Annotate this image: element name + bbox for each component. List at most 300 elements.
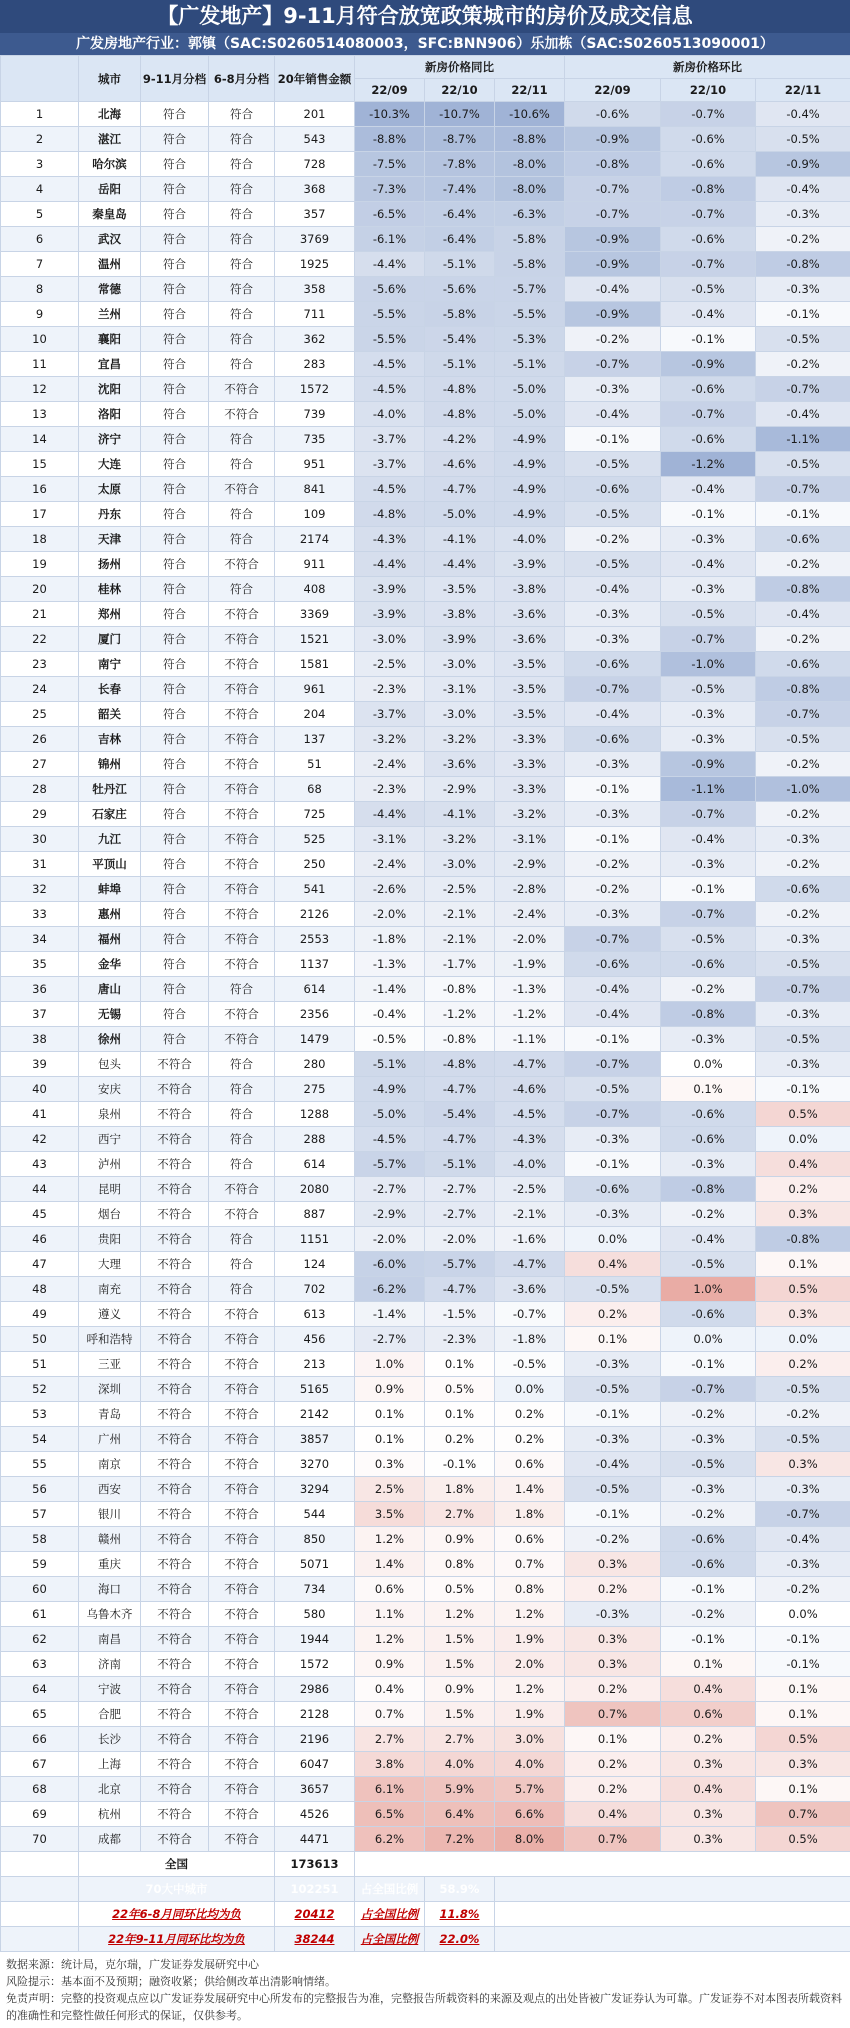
row-mom-2: -0.2% — [756, 1402, 850, 1427]
row-sales: 1479 — [275, 1027, 355, 1052]
row-mom-0: -0.5% — [565, 552, 661, 577]
row-mom-0: -0.9% — [565, 252, 661, 277]
row-mom-1: -0.6% — [661, 227, 756, 252]
row-mom-2: -0.2% — [756, 352, 850, 377]
row-q911: 符合 — [141, 927, 209, 952]
table-row — [1, 1577, 850, 1602]
row-mom-0: -0.6% — [565, 952, 661, 977]
row-yoy-0: -3.7% — [355, 702, 425, 727]
row-q68: 不符合 — [209, 852, 275, 877]
row-mom-0: -0.4% — [565, 702, 661, 727]
row-mom-1: -0.4% — [661, 302, 756, 327]
table-row — [1, 652, 850, 677]
row-q68: 不符合 — [209, 1352, 275, 1377]
row-mom-0: -0.3% — [565, 802, 661, 827]
row-q68: 不符合 — [209, 1427, 275, 1452]
row-q911: 符合 — [141, 527, 209, 552]
row-yoy-2: -2.9% — [495, 852, 565, 877]
row-yoy-0: -1.8% — [355, 927, 425, 952]
row-yoy-0: -6.2% — [355, 1277, 425, 1302]
summary-sep-nov-value: 38244 — [294, 1932, 334, 1946]
summary-70cities-label: 70大中城市 — [79, 1877, 275, 1902]
row-index: 50 — [1, 1327, 79, 1352]
table-row — [1, 1427, 850, 1452]
row-yoy-2: -2.4% — [495, 902, 565, 927]
row-index: 8 — [1, 277, 79, 302]
row-q68: 不符合 — [209, 902, 275, 927]
row-mom-2: -0.4% — [756, 602, 850, 627]
row-yoy-2: 0.0% — [495, 1377, 565, 1402]
row-mom-1: -0.9% — [661, 352, 756, 377]
row-index: 53 — [1, 1402, 79, 1427]
row-index: 64 — [1, 1677, 79, 1702]
row-mom-0: 0.1% — [565, 1727, 661, 1752]
row-yoy-2: -5.0% — [495, 377, 565, 402]
row-yoy-1: -3.9% — [425, 627, 495, 652]
row-yoy-1: -4.7% — [425, 477, 495, 502]
row-q68: 不符合 — [209, 402, 275, 427]
row-yoy-0: 0.3% — [355, 1452, 425, 1477]
row-city: 襄阳 — [79, 327, 141, 352]
row-yoy-1: -5.0% — [425, 502, 495, 527]
row-q911: 符合 — [141, 852, 209, 877]
row-yoy-0: 2.7% — [355, 1727, 425, 1752]
row-mom-0: -0.2% — [565, 1527, 661, 1552]
row-q68: 不符合 — [209, 602, 275, 627]
row-sales: 1572 — [275, 377, 355, 402]
row-yoy-1: -0.8% — [425, 1027, 495, 1052]
row-mom-1: -0.5% — [661, 602, 756, 627]
row-index: 36 — [1, 977, 79, 1002]
row-yoy-0: -6.1% — [355, 227, 425, 252]
row-q68: 符合 — [209, 1152, 275, 1177]
table-row — [1, 1602, 850, 1627]
row-mom-2: -0.7% — [756, 702, 850, 727]
row-mom-1: -1.2% — [661, 452, 756, 477]
row-mom-0: -0.1% — [565, 1152, 661, 1177]
row-mom-1: -0.5% — [661, 277, 756, 302]
row-q68: 不符合 — [209, 477, 275, 502]
row-mom-0: 0.2% — [565, 1752, 661, 1777]
row-q911: 不符合 — [141, 1802, 209, 1827]
row-yoy-0: -10.3% — [355, 102, 425, 127]
row-mom-1: 0.2% — [661, 1727, 756, 1752]
row-mom-0: -0.5% — [565, 1477, 661, 1502]
row-yoy-0: -1.4% — [355, 1302, 425, 1327]
row-mom-0: -0.3% — [565, 902, 661, 927]
row-q911: 符合 — [141, 402, 209, 427]
row-q911: 符合 — [141, 727, 209, 752]
row-mom-2: -0.7% — [756, 477, 850, 502]
row-sales: 2553 — [275, 927, 355, 952]
row-city: 长春 — [79, 677, 141, 702]
row-mom-1: -0.6% — [661, 127, 756, 152]
row-yoy-1: -5.4% — [425, 327, 495, 352]
header-mom-group: 新房价格环比 — [565, 56, 850, 79]
header-mom-sep: 22/09 — [565, 79, 661, 102]
header-yoy-oct: 22/10 — [425, 79, 495, 102]
row-yoy-0: 6.2% — [355, 1827, 425, 1852]
row-index: 2 — [1, 127, 79, 152]
row-mom-2: -0.7% — [756, 1502, 850, 1527]
row-index: 49 — [1, 1302, 79, 1327]
row-mom-2: -0.2% — [756, 227, 850, 252]
row-mom-1: -0.7% — [661, 102, 756, 127]
row-mom-1: 0.0% — [661, 1327, 756, 1352]
row-mom-2: -0.6% — [756, 877, 850, 902]
row-q911: 不符合 — [141, 1252, 209, 1277]
row-mom-2: -0.2% — [756, 1577, 850, 1602]
row-mom-2: -0.1% — [756, 502, 850, 527]
row-yoy-1: -4.7% — [425, 1127, 495, 1152]
row-index: 12 — [1, 377, 79, 402]
row-yoy-2: 0.6% — [495, 1452, 565, 1477]
row-mom-0: -0.3% — [565, 1202, 661, 1227]
row-yoy-2: -0.5% — [495, 1352, 565, 1377]
row-q911: 符合 — [141, 602, 209, 627]
row-yoy-1: 0.1% — [425, 1352, 495, 1377]
row-sales: 2128 — [275, 1702, 355, 1727]
row-mom-2: 0.1% — [756, 1702, 850, 1727]
row-yoy-0: -1.4% — [355, 977, 425, 1002]
row-mom-2: 0.5% — [756, 1277, 850, 1302]
row-yoy-2: -4.5% — [495, 1102, 565, 1127]
summary-section — [1, 1852, 850, 1952]
row-mom-2: -0.8% — [756, 577, 850, 602]
row-yoy-0: -4.5% — [355, 477, 425, 502]
row-yoy-1: -2.7% — [425, 1177, 495, 1202]
row-q68: 不符合 — [209, 1802, 275, 1827]
row-mom-0: -0.4% — [565, 1002, 661, 1027]
row-q68: 不符合 — [209, 1527, 275, 1552]
row-q68: 不符合 — [209, 1702, 275, 1727]
table-row — [1, 677, 850, 702]
row-mom-2: 0.4% — [756, 1152, 850, 1177]
row-mom-2: -0.6% — [756, 527, 850, 552]
row-yoy-2: -8.8% — [495, 127, 565, 152]
row-yoy-0: -4.5% — [355, 1127, 425, 1152]
row-q68: 符合 — [209, 302, 275, 327]
row-mom-1: -0.6% — [661, 1127, 756, 1152]
row-mom-2: 0.3% — [756, 1452, 850, 1477]
table-row — [1, 927, 850, 952]
row-mom-1: -0.8% — [661, 1177, 756, 1202]
row-mom-0: -0.3% — [565, 1602, 661, 1627]
row-mom-0: -0.2% — [565, 877, 661, 902]
row-city: 天津 — [79, 527, 141, 552]
row-mom-0: -0.5% — [565, 1077, 661, 1102]
row-mom-2: -0.5% — [756, 952, 850, 977]
row-yoy-0: -3.7% — [355, 452, 425, 477]
row-q911: 不符合 — [141, 1827, 209, 1852]
row-yoy-1: 1.2% — [425, 1602, 495, 1627]
row-yoy-0: -3.9% — [355, 577, 425, 602]
row-yoy-0: -3.7% — [355, 427, 425, 452]
row-q68: 符合 — [209, 102, 275, 127]
row-q911: 符合 — [141, 427, 209, 452]
summary-jun-aug-share-label: 占全国比例 — [361, 1907, 419, 1921]
row-q68: 不符合 — [209, 1402, 275, 1427]
table-row — [1, 377, 850, 402]
row-yoy-2: -5.3% — [495, 327, 565, 352]
row-mom-2: -0.7% — [756, 977, 850, 1002]
row-yoy-0: -4.4% — [355, 802, 425, 827]
row-mom-2: -0.3% — [756, 202, 850, 227]
row-yoy-1: -5.4% — [425, 1102, 495, 1127]
row-mom-1: -0.6% — [661, 1302, 756, 1327]
row-mom-1: -0.6% — [661, 427, 756, 452]
row-sales: 275 — [275, 1077, 355, 1102]
row-q911: 符合 — [141, 377, 209, 402]
row-city: 南充 — [79, 1277, 141, 1302]
row-q911: 不符合 — [141, 1077, 209, 1102]
row-city: 洛阳 — [79, 402, 141, 427]
row-sales: 951 — [275, 452, 355, 477]
table-row — [1, 1302, 850, 1327]
row-yoy-0: 1.0% — [355, 1352, 425, 1377]
row-yoy-0: -2.5% — [355, 652, 425, 677]
row-yoy-2: 1.9% — [495, 1702, 565, 1727]
row-sales: 1151 — [275, 1227, 355, 1252]
table-row — [1, 802, 850, 827]
row-q911: 符合 — [141, 677, 209, 702]
row-q68: 不符合 — [209, 1602, 275, 1627]
summary-sep-nov-share-label: 占全国比例 — [361, 1932, 419, 1946]
row-index: 57 — [1, 1502, 79, 1527]
row-mom-1: -0.1% — [661, 502, 756, 527]
row-q68: 不符合 — [209, 927, 275, 952]
row-yoy-1: -4.6% — [425, 452, 495, 477]
row-index: 29 — [1, 802, 79, 827]
row-mom-1: -0.7% — [661, 902, 756, 927]
row-sales: 250 — [275, 852, 355, 877]
table-row — [1, 1652, 850, 1677]
row-q68: 不符合 — [209, 1752, 275, 1777]
row-index: 68 — [1, 1777, 79, 1802]
row-index: 1 — [1, 102, 79, 127]
header-mom-oct: 22/10 — [661, 79, 756, 102]
row-q68: 符合 — [209, 502, 275, 527]
row-mom-2: 0.5% — [756, 1727, 850, 1752]
row-mom-1: -0.5% — [661, 1252, 756, 1277]
row-sales: 201 — [275, 102, 355, 127]
row-index: 47 — [1, 1252, 79, 1277]
row-index: 51 — [1, 1352, 79, 1377]
row-yoy-0: -0.5% — [355, 1027, 425, 1052]
row-mom-0: 0.3% — [565, 1652, 661, 1677]
row-mom-2: -0.5% — [756, 127, 850, 152]
row-yoy-2: 3.0% — [495, 1727, 565, 1752]
row-q911: 不符合 — [141, 1677, 209, 1702]
table-row — [1, 827, 850, 852]
row-index: 69 — [1, 1802, 79, 1827]
row-q68: 符合 — [209, 427, 275, 452]
row-city: 丹东 — [79, 502, 141, 527]
row-yoy-2: 1.2% — [495, 1602, 565, 1627]
row-q911: 符合 — [141, 652, 209, 677]
row-index: 56 — [1, 1477, 79, 1502]
row-q68: 符合 — [209, 352, 275, 377]
summary-jun-aug-value: 20412 — [294, 1907, 334, 1921]
row-q911: 不符合 — [141, 1177, 209, 1202]
row-sales: 543 — [275, 127, 355, 152]
row-mom-2: -0.1% — [756, 1652, 850, 1677]
row-mom-0: -0.4% — [565, 1452, 661, 1477]
row-yoy-1: -5.6% — [425, 277, 495, 302]
row-city: 牡丹江 — [79, 777, 141, 802]
table-row — [1, 177, 850, 202]
row-q68: 符合 — [209, 527, 275, 552]
row-sales: 3369 — [275, 602, 355, 627]
row-mom-0: -0.7% — [565, 1052, 661, 1077]
row-mom-2: -0.3% — [756, 1477, 850, 1502]
row-mom-2: 0.0% — [756, 1327, 850, 1352]
row-mom-1: -0.1% — [661, 327, 756, 352]
row-index: 9 — [1, 302, 79, 327]
row-index: 44 — [1, 1177, 79, 1202]
row-yoy-0: 1.2% — [355, 1627, 425, 1652]
row-q68: 不符合 — [209, 1327, 275, 1352]
row-sales: 283 — [275, 352, 355, 377]
table-row — [1, 1702, 850, 1727]
row-yoy-2: -4.7% — [495, 1252, 565, 1277]
row-q911: 符合 — [141, 452, 209, 477]
row-mom-2: 0.1% — [756, 1777, 850, 1802]
row-index: 35 — [1, 952, 79, 977]
row-q911: 不符合 — [141, 1627, 209, 1652]
table-row — [1, 752, 850, 777]
row-q911: 符合 — [141, 277, 209, 302]
summary-row-jun-aug — [1, 1902, 850, 1927]
row-index: 65 — [1, 1702, 79, 1727]
row-q68: 不符合 — [209, 752, 275, 777]
row-yoy-2: -6.3% — [495, 202, 565, 227]
row-mom-0: 0.3% — [565, 1552, 661, 1577]
row-city: 平顶山 — [79, 852, 141, 877]
row-yoy-2: -5.5% — [495, 302, 565, 327]
table-row — [1, 402, 850, 427]
row-q68: 不符合 — [209, 1627, 275, 1652]
row-city: 北京 — [79, 1777, 141, 1802]
row-yoy-0: -1.3% — [355, 952, 425, 977]
row-yoy-1: -4.7% — [425, 1077, 495, 1102]
row-yoy-0: -2.0% — [355, 1227, 425, 1252]
row-index: 15 — [1, 452, 79, 477]
row-mom-0: -0.3% — [565, 1127, 661, 1152]
row-yoy-2: -10.6% — [495, 102, 565, 127]
row-mom-2: -0.1% — [756, 302, 850, 327]
row-mom-1: -0.3% — [661, 1427, 756, 1452]
row-sales: 2986 — [275, 1677, 355, 1702]
row-mom-0: -0.7% — [565, 677, 661, 702]
row-q911: 不符合 — [141, 1777, 209, 1802]
row-sales: 1137 — [275, 952, 355, 977]
row-yoy-1: -7.8% — [425, 152, 495, 177]
table-row — [1, 952, 850, 977]
row-yoy-0: -2.6% — [355, 877, 425, 902]
row-yoy-0: -4.3% — [355, 527, 425, 552]
row-index: 66 — [1, 1727, 79, 1752]
row-mom-0: 0.4% — [565, 1802, 661, 1827]
row-q911: 符合 — [141, 502, 209, 527]
row-yoy-2: -3.5% — [495, 652, 565, 677]
row-sales: 357 — [275, 202, 355, 227]
row-mom-0: -0.2% — [565, 852, 661, 877]
row-yoy-0: -4.4% — [355, 252, 425, 277]
row-mom-1: -0.3% — [661, 1477, 756, 1502]
row-yoy-0: -2.4% — [355, 752, 425, 777]
row-mom-1: 0.4% — [661, 1677, 756, 1702]
row-yoy-1: 0.2% — [425, 1427, 495, 1452]
row-city: 蚌埠 — [79, 877, 141, 902]
row-mom-1: -0.3% — [661, 527, 756, 552]
row-yoy-0: 0.1% — [355, 1427, 425, 1452]
row-q68: 不符合 — [209, 1002, 275, 1027]
row-sales: 541 — [275, 877, 355, 902]
row-sales: 887 — [275, 1202, 355, 1227]
row-q911: 不符合 — [141, 1302, 209, 1327]
row-city: 福州 — [79, 927, 141, 952]
row-sales: 841 — [275, 477, 355, 502]
row-city: 合肥 — [79, 1702, 141, 1727]
row-mom-0: -0.2% — [565, 527, 661, 552]
row-sales: 2080 — [275, 1177, 355, 1202]
table-row — [1, 577, 850, 602]
table-row — [1, 1202, 850, 1227]
row-q68: 不符合 — [209, 1677, 275, 1702]
row-q68: 符合 — [209, 152, 275, 177]
row-q911: 不符合 — [141, 1477, 209, 1502]
row-mom-1: -0.6% — [661, 377, 756, 402]
row-city: 济宁 — [79, 427, 141, 452]
row-q911: 不符合 — [141, 1602, 209, 1627]
summary-jun-aug-label: 22年6-8月同环比均为负 — [112, 1907, 241, 1921]
row-index: 39 — [1, 1052, 79, 1077]
summary-70cities-share: 58.9% — [425, 1877, 495, 1902]
row-yoy-1: 2.7% — [425, 1502, 495, 1527]
row-yoy-0: -4.4% — [355, 552, 425, 577]
row-yoy-1: -4.4% — [425, 552, 495, 577]
row-index: 48 — [1, 1277, 79, 1302]
row-mom-1: -0.3% — [661, 852, 756, 877]
row-mom-2: -0.3% — [756, 1002, 850, 1027]
row-q68: 符合 — [209, 1077, 275, 1102]
row-q68: 符合 — [209, 1127, 275, 1152]
row-mom-2: -0.4% — [756, 402, 850, 427]
row-sales: 5071 — [275, 1552, 355, 1577]
price-table — [0, 55, 850, 1952]
row-yoy-0: 0.1% — [355, 1402, 425, 1427]
row-q911: 符合 — [141, 202, 209, 227]
row-mom-0: -0.6% — [565, 477, 661, 502]
row-yoy-0: -6.5% — [355, 202, 425, 227]
row-mom-0: 0.2% — [565, 1577, 661, 1602]
row-yoy-0: -5.5% — [355, 327, 425, 352]
row-q911: 符合 — [141, 952, 209, 977]
header-q911: 9-11月分档 — [141, 56, 209, 102]
row-city: 锦州 — [79, 752, 141, 777]
row-yoy-2: -2.8% — [495, 877, 565, 902]
row-mom-1: 0.3% — [661, 1827, 756, 1852]
table-row — [1, 1627, 850, 1652]
row-index: 41 — [1, 1102, 79, 1127]
row-sales: 544 — [275, 1502, 355, 1527]
row-sales: 1581 — [275, 652, 355, 677]
row-mom-0: -0.7% — [565, 202, 661, 227]
row-mom-1: 0.3% — [661, 1802, 756, 1827]
row-yoy-0: 2.5% — [355, 1477, 425, 1502]
row-city: 西宁 — [79, 1127, 141, 1152]
